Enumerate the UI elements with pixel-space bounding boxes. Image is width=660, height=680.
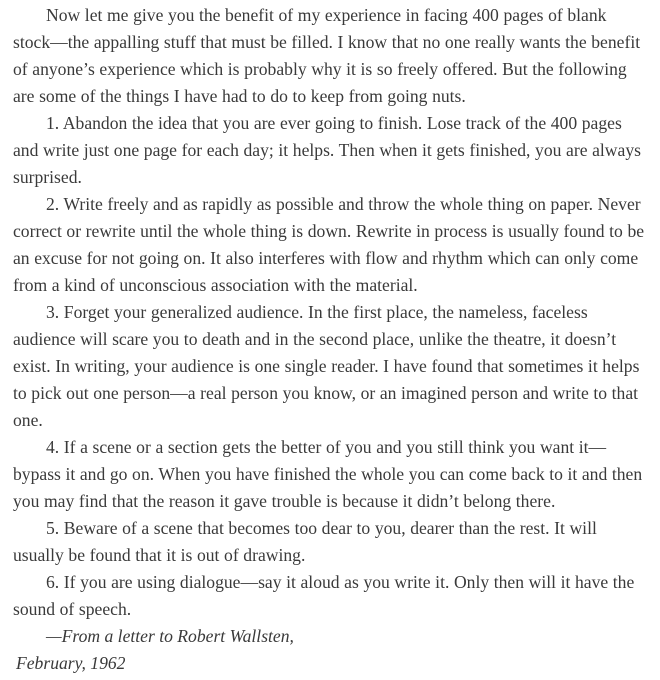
attribution-date: February, 1962 <box>16 653 126 673</box>
tip-1-paragraph: 1. Abandon the idea that you are ever going to finish. Lose track of the 400 pages and write just one page for each day; it helps. Then when it gets finished, you are always surprised. <box>13 113 641 187</box>
tip-4-paragraph: 4. If a scene or a section gets the better of you and you still think you want it—bypass it and go on. When you have finished the whole you can come back to it and then you may find that the reason it gave trouble is because it didn’t belong there. <box>13 437 643 511</box>
intro-paragraph: Now let me give you the benefit of my experience in facing 400 pages of blank stock—the appalling stuff that must be filled. I know that no one really wants the benefit of anyone’s experience which is probably why it is so freely offered. But the following are some of the things I have had to do to keep from going nuts. <box>13 5 641 106</box>
tip-3-paragraph: 3. Forget your generalized audience. In the first place, the nameless, faceless audience will scare you to death and in the second place, unlike the theatre, it doesn’t exist. In writing, your audience is one single reader. I have found that sometimes it helps to pick out one person—a real person you know, or an imagined person and write to that one. <box>13 302 640 430</box>
tip-2-paragraph: 2. Write freely and as rapidly as possible and throw the whole thing on paper. Never correct or rewrite until the whole thing is down. Rewrite in process is usually found to be an excuse for not going on. It also interferes with flow and rhythm which can only come from a kind of unconscious association with the material. <box>13 194 645 295</box>
attribution-source: —From a letter to Robert Wallsten, <box>46 626 294 646</box>
tip-5-paragraph: 5. Beware of a scene that becomes too dear to you, dearer than the rest. It will usually be found that it is out of drawing. <box>13 518 597 565</box>
tip-6-paragraph: 6. If you are using dialogue—say it aloud as you write it. Only then will it have the sound of speech. <box>13 572 635 619</box>
